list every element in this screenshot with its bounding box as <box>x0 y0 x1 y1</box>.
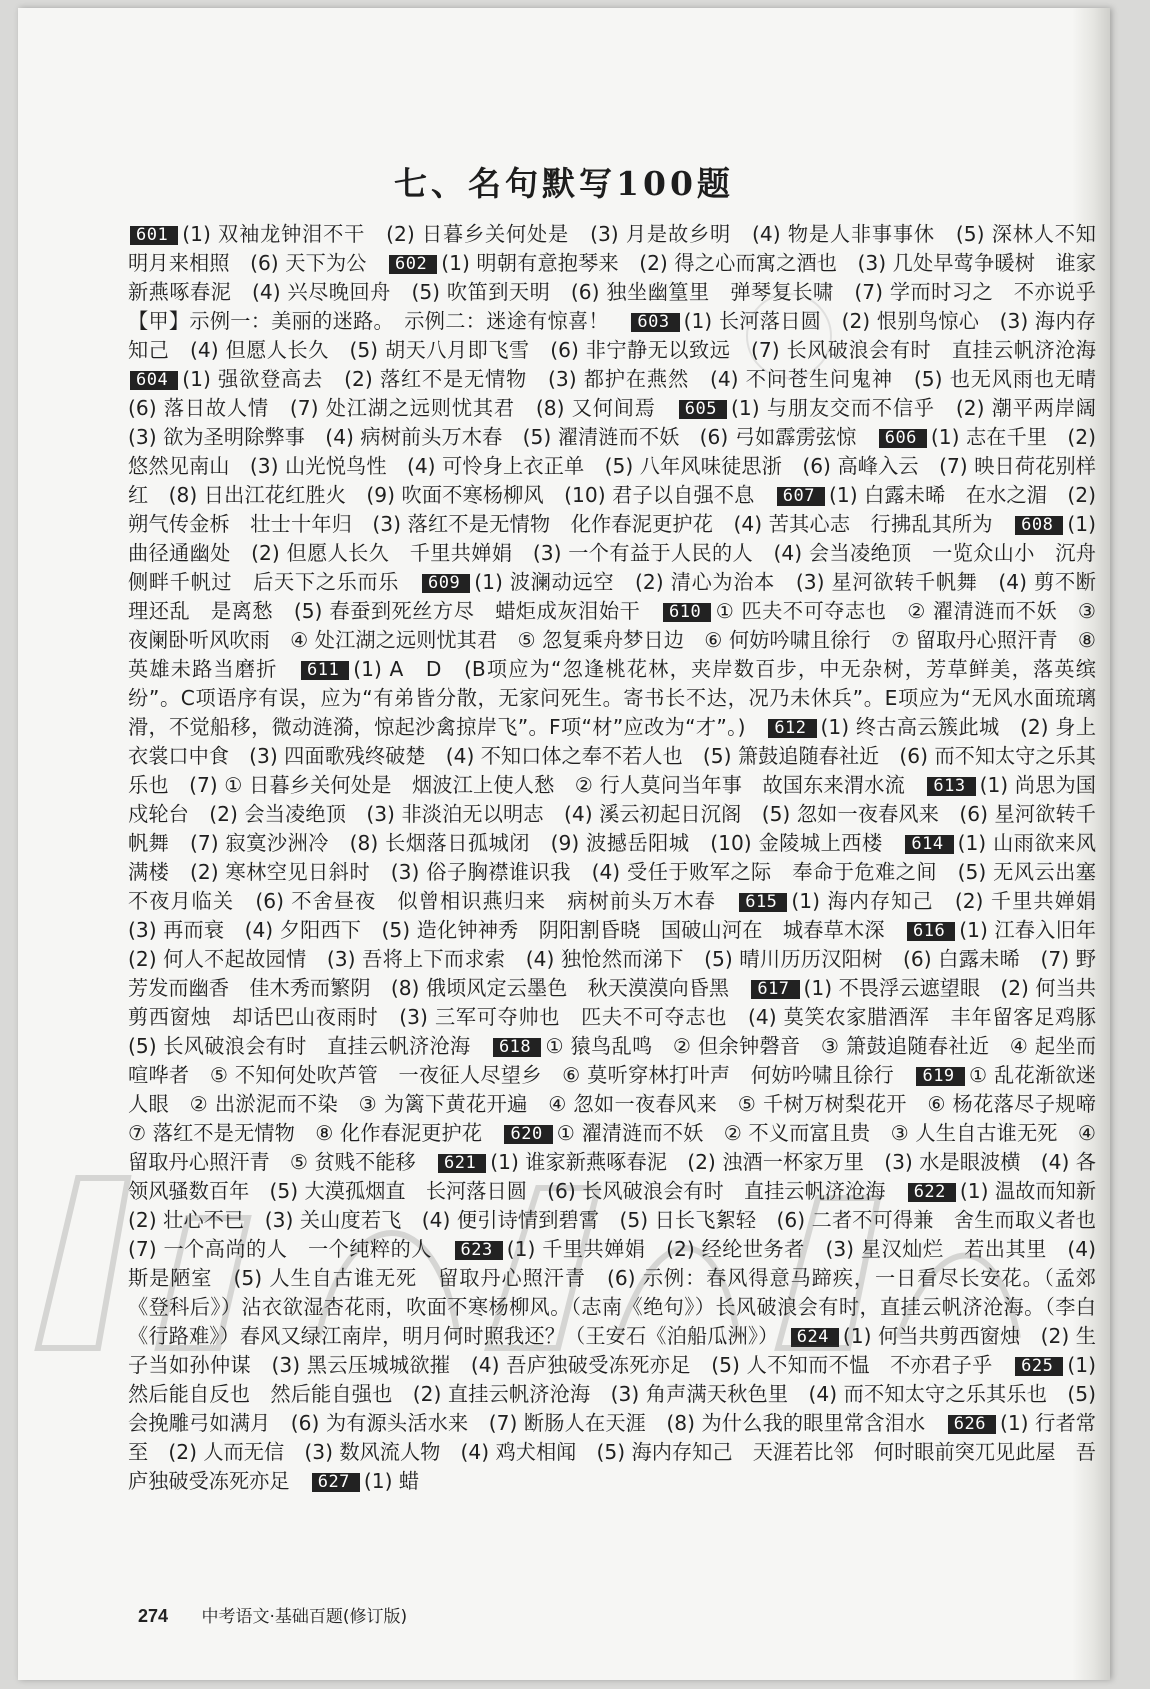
answer-text: (1) 双袖龙钟泪不干 (2) 日暮乡关何处是 (3) 月是故乡明 (4) 物是人非事事休 (5) 深林人不知 明月来相照 (6) 天下为公 <box>128 222 1117 275</box>
question-number-badge: 624 <box>791 1328 839 1347</box>
answer-text: ① 乱花渐欲迷人眼 ② 出淤泥而不染 ③ 为篱下黄花开遍 ④ 忽如一夜春风来 ⑤ 千树万树梨花开 ⑥ 杨花落尽子规啼 ⑦ 落红不是无情物 ⑧ 化作春泥更护花 <box>128 1063 1117 1145</box>
book-title: 中考语文·基础百题(修订版) <box>201 1607 408 1627</box>
answer-text: (1) A D (B项应为“忽逢桃花林，夹岸数百步，中无杂树，芳草鲜美，落英缤纷”。C项语序有误，应为“有弟皆分散，无家问死生。寄书长不达，况乃未休兵”。E项应为“无风水面琉璃滑，不觉船移，微动涟漪，惊起沙禽掠岸飞”。F项“材”应改为“才”。) <box>128 657 1096 739</box>
question-number-badge: 601 <box>130 226 178 245</box>
answer-text: (1) 终古高云簇此城 (2) 身上衣裳口中食 (3) 四面歌残终破楚 (4) 不知口体之奉不若人也 (5) 箫鼓追随春社近 (6) 而不知太守之乐其乐也 (7) ① 日暮乡关何处是 烟波江上使人愁 ② 行人莫问当年事 故国东来渭水流 <box>128 715 1097 797</box>
answer-text: (1) 不畏浮云遮望眼 (2) 何当共剪西窗烛 却话巴山夜雨时 (3) 三军可夺帅也 匹夫不可夺志也 (4) 莫笑农家腊酒浑 丰年留客足鸡豚 (5) 长风破浪会有时 直挂云帆济沧海 <box>128 976 1117 1058</box>
question-number-badge: 617 <box>751 980 799 999</box>
answer-text: (1) 与朋友交而不信乎 (2) 潮平两岸阔 (3) 欲为圣明除弊事 (4) 病树前头万木春 (5) 濯清涟而不妖 (6) 弓如霹雳弦惊 <box>128 396 1117 449</box>
answer-text: (1) 温故而知新 (2) 壮心不已 (3) 关山度若飞 (4) 便引诗情到碧霄 (5) 日长飞絮轻 (6) 二者不可得兼 舍生而取义者也 (7) 一个高尚的人 一个纯粹的人 <box>128 1179 1117 1261</box>
answer-text: (1) 行者常至 (2) 人而无信 (3) 数风流人物 (4) 鸡犬相闻 (5) 海内存知己 天涯若比邻 何时眼前突兀见此屋 吾庐独破受冻死亦足 <box>128 1411 1096 1493</box>
question-number-badge: 608 <box>1015 516 1063 535</box>
answer-text: (1) 强欲登高去 (2) 落红不是无情物 (3) 都护在燕然 (4) 不问苍生问鬼神 (5) 也无风雨也无晴 (6) 落日故人情 (7) 处江湖之远则忧其君 (8) 又何间焉 <box>128 367 1117 420</box>
question-number-badge: 621 <box>438 1154 486 1173</box>
question-number-badge: 620 <box>504 1125 552 1144</box>
question-number-badge: 616 <box>907 922 955 941</box>
answer-text: ① 匹夫不可夺志也 ② 濯清涟而不妖 ③ 夜阑卧听风吹雨 ④ 处江湖之远则忧其君 ⑤ 忽复乘舟梦日边 ⑥ 何妨吟啸且徐行 ⑦ 留取丹心照汗青 ⑧ 英雄未路当磨折 <box>128 599 1096 681</box>
answer-text: (1) 谁家新燕啄春泥 (2) 浊酒一杯家万里 (3) 水是眼波横 (4) 各领风骚数百年 (5) 大漠孤烟直 长河落日圆 (6) 长风破浪会有时 直挂云帆济沧海 <box>128 1150 1096 1203</box>
answer-text: (1) 蜡 <box>363 1469 420 1493</box>
answer-body <box>128 220 1117 1496</box>
page-footer <box>138 1602 407 1627</box>
question-number-badge: 626 <box>948 1415 996 1434</box>
answer-text: (1) 山雨欲来风满楼 (2) 寒林空见日斜时 (3) 俗子胸襟谁识我 (4) 受任于败军之际 奉命于危难之间 (5) 无风云出塞 不夜月临关 (6) 不舍昼夜 似曾相识燕归来 病树前头万木春 <box>128 831 1117 913</box>
question-number-badge: 622 <box>908 1183 956 1202</box>
answer-text: (1) 海内存知己 (2) 千里共婵娟 (3) 再而衰 (4) 夕阳西下 (5) 造化钟神秀 阴阳割昏晓 国破山河在 城春草木深 <box>128 889 1117 942</box>
question-number-badge: 611 <box>301 661 349 680</box>
question-number-badge: 615 <box>739 893 787 912</box>
answer-text: (1) 尚思为国戍轮台 (2) 会当凌绝顶 (3) 非淡泊无以明志 (4) 溪云初起日沉阁 (5) 忽如一夜春风来 (6) 星河欲转千帆舞 (7) 寂寞沙洲冷 (8) 长烟落日孤城闭 (9) 波撼岳阳城 (10) 金陵城上西楼 <box>128 773 1096 855</box>
answer-text: ① 猿鸟乱鸣 ② 但余钟磬音 ③ 箫鼓追随春社近 ④ 起坐而喧哗者 ⑤ 不知何处吹芦管 一夜征人尽望乡 ⑥ 莫听穿林打叶声 何妨吟啸且徐行 <box>128 1034 1097 1087</box>
answer-text: (1) 志在千里 (2) 悠然见南山 (3) 山光悦鸟性 (4) 可怜身上衣正单 (5) 八年风味徒思浙 (6) 高峰入云 (7) 映日荷花别样红 (8) 日出江花红胜火 (9) 吹面不寒杨柳风 (10) 君子以自强不息 <box>128 425 1097 507</box>
question-number-badge: 602 <box>389 255 437 274</box>
answer-text: (1) 何当共剪西窗烛 (2) 生子当如孙仲谋 (3) 黑云压城城欲摧 (4) 吾庐独破受冻死亦足 (5) 人不知而不愠 不亦君子乎 <box>128 1324 1096 1377</box>
question-number-badge: 619 <box>916 1067 964 1086</box>
question-number-badge: 627 <box>312 1473 360 1492</box>
question-number-badge: 606 <box>879 429 927 448</box>
question-number-badge: 613 <box>927 777 975 796</box>
question-number-badge: 612 <box>768 719 816 738</box>
answer-entry <box>310 1469 419 1493</box>
answer-text: (1) 波澜动远空 (2) 清心为治本 (3) 星河欲转千帆舞 (4) 剪不断 理还乱 是离愁 (5) 春蚕到死丝方尽 蜡炬成灰泪始干 <box>128 570 1117 623</box>
question-number-badge: 605 <box>679 400 727 419</box>
book-page <box>18 8 1117 1680</box>
answer-text: (1) 曲径通幽处 (2) 但愿人长久 千里共婵娟 (3) 一个有益于人民的人 (4) 会当凌绝顶 一览众山小 沉舟侧畔千帆过 后天下之乐而乐 <box>128 512 1096 594</box>
question-number-badge: 609 <box>422 574 470 593</box>
answer-text: (1) 长河落日圆 (2) 恨别鸟惊心 (3) 海内存知己 (4) 但愿人长久 (5) 胡天八月即飞雪 (6) 非宁静无以致远 (7) 长风破浪会有时 直挂云帆济沧海 <box>128 309 1117 362</box>
answer-text: (1) 江春入旧年 (2) 何人不起故园情 (3) 吾将上下而求索 (4) 独怆然而涕下 (5) 晴川历历汉阳树 (6) 白露未晞 (7) 野芳发而幽香 佳木秀而繁阴 (8) 俄顷风定云墨色 秋天漠漠向昏黑 <box>128 918 1117 1000</box>
question-number-badge: 607 <box>777 487 825 506</box>
question-number-badge: 623 <box>455 1241 503 1260</box>
answer-text: (1) 然后能自反也 然后能自强也 (2) 直挂云帆济沧海 (3) 角声满天秋色里 (4) 而不知太守之乐其乐也 (5) 会挽雕弓如满月 (6) 为有源头活水来 (7) 断肠人在天涯 (8) 为什么我的眼里常含泪水 <box>128 1353 1096 1435</box>
page-title: 七、名句默写100题 <box>394 164 734 203</box>
question-number-badge: 610 <box>663 603 711 622</box>
answer-text: ① 濯清涟而不妖 ② 不义而富且贵 ③ 人生自古谁无死 ④ 留取丹心照汗青 ⑤ 贫贱不能移 <box>128 1121 1096 1174</box>
answer-text: (1) 千里共婵娟 (2) 经纶世务者 (3) 星汉灿烂 若出其里 (4) 斯是陋室 (5) 人生自古谁无死 留取丹心照汗青 (6) 示例：春风得意马蹄疾，一日看尽长安花。（孟郊《登科后》）沾衣欲湿杏花雨，吹面不寒杨柳风。（志南《绝句》）长风破浪会有时，直挂云帆济沧海。（李白《行路难》）春风又绿江南岸，明月何时照我还？（王安石《泊船瓜洲》） <box>128 1237 1096 1348</box>
question-number-badge: 604 <box>130 371 178 390</box>
question-number-badge: 618 <box>493 1038 541 1057</box>
question-number-badge: 603 <box>631 313 679 332</box>
answer-text: (1) 白露未晞 在水之湄 (2) 朔气传金柝 壮士十年归 (3) 落红不是无情物 化作春泥更护花 (4) 苦其心志 行拂乱其所为 <box>128 483 1096 536</box>
page-number: 274 <box>138 1606 169 1626</box>
answer-text: (1) 明朝有意抱琴来 (2) 得之心而寓之酒也 (3) 几处早莺争暖树 谁家新燕啄春泥 (4) 兴尽晚回舟 (5) 吹笛到天明 (6) 独坐幽篁里 弹琴复长啸 (7) 学而时习之 不亦说乎 【甲】示例一：美丽的迷路。 示例二：迷途有惊喜！ <box>128 251 1117 333</box>
question-number-badge: 614 <box>905 835 953 854</box>
question-number-badge: 625 <box>1015 1357 1063 1376</box>
